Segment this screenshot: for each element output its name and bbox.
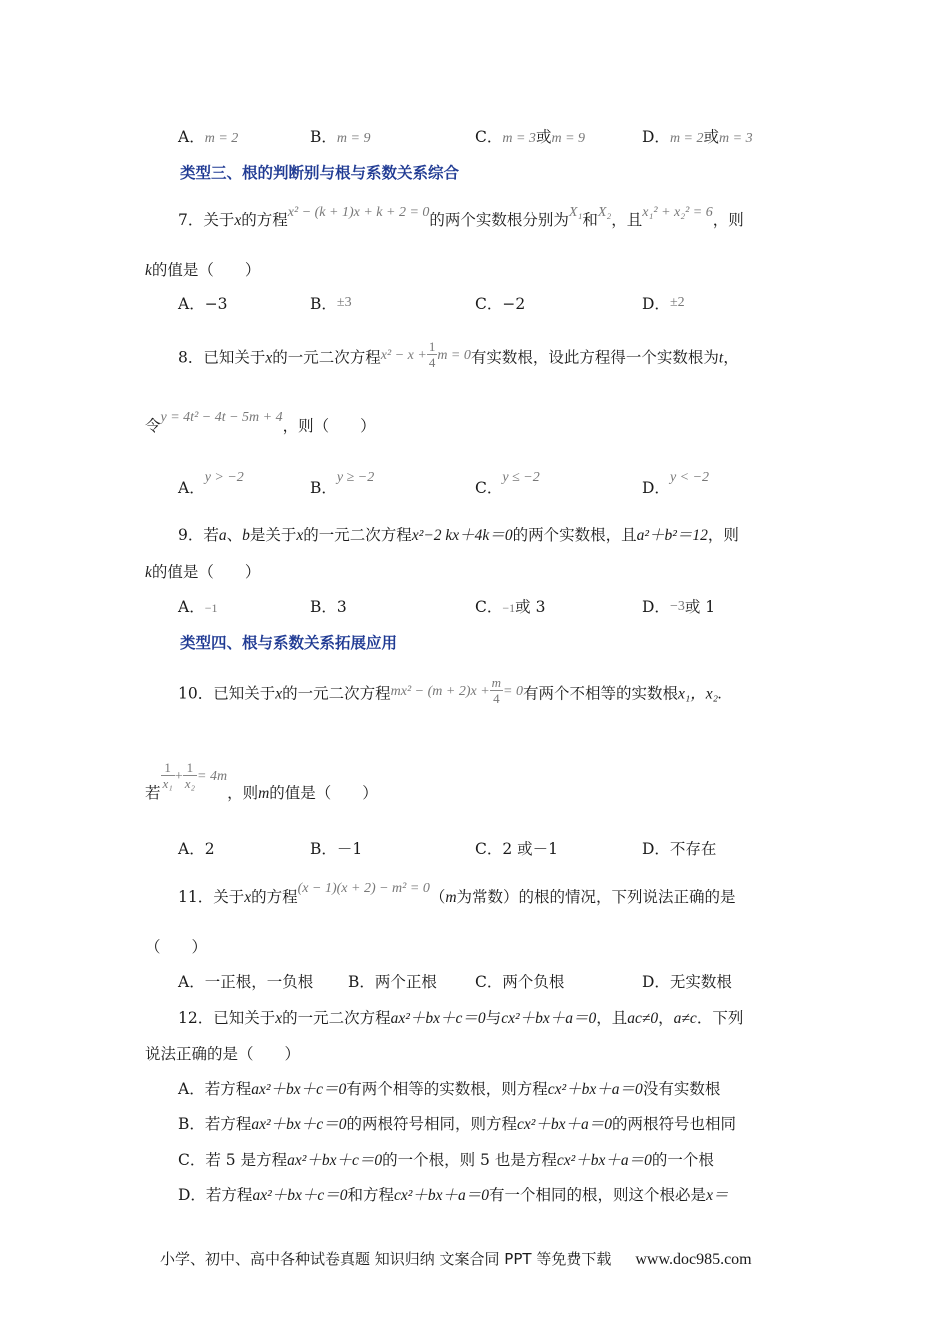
q12-option-a: A．若方程ax²＋bx＋c＝0有两个相等的实数根，则方程cx²＋bx＋a＝0没有实数根 [178,1080,721,1098]
q10-fraction-2: $\frac{1}{\text{x₂}}$ [184,760,196,791]
q11-equation: (x − 1)(x + 2) − m² = 0 [297,881,430,896]
q12-option-c: C．若 5 是方程ax²＋bx＋c＝0的一个根，则 5 也是方程cx²＋bx＋a＝0的一个根 [178,1151,714,1169]
q8-stem-line2: 令y = 4t² − 4t − 5m + 4，则（ ） [145,410,376,435]
q10-option-d: D．不存在 [642,840,717,858]
q8-fraction: $\frac{1}{4}$ [428,339,436,370]
q7-option-d: D．±2 [642,295,685,313]
section-heading-type4: 类型四、根与系数关系拓展应用 [180,634,398,652]
q7-option-c: C．−2 [475,295,526,313]
q10-fraction: $\frac{m}{4}$ [491,675,502,706]
q8-option-d: D．y < −2 [642,470,710,497]
footer-text: 小学、初中、高中各种试卷真题 知识归纳 文案合同 PPT 等免费下载 [160,1250,612,1268]
q8-equation-y: y = 4t² − 4t − 5m + 4 [160,410,283,425]
q7-stem-line1: 7．关于x的方程x² − (k + 1)x + k + 2 = 0的两个实数根分别为X₁和X₂，且x₁² + x₂² = 6，则 [178,205,744,229]
q11-option-b: B．两个正根 [348,973,437,991]
q8-option-a: A．y > −2 [178,470,244,497]
q7-option-b: B．±3 [310,295,352,313]
q10-option-b: B．－1 [310,840,363,858]
q10-option-a: A．2 [178,840,215,858]
q11-stem-line1: 11．关于x的方程(x − 1)(x + 2) − m² = 0（m为常数）的根的情况，下列说法正确的是 [178,881,736,906]
q9-condition: a²＋b²＝12 [636,527,708,544]
q9-option-b: B．3 [310,598,347,616]
q9-stem-line2: k的值是（ ） [145,563,261,581]
q9-stem-line1: 9．若a、b是关于x的一元二次方程x²−2 kx＋4k＝0的两个实数根，且a²＋b²＝12，则 [178,526,739,544]
q7-option-a: A．−3 [178,295,228,313]
q7-condition: x₁² + x₂² = 6 [642,205,713,220]
section-heading-type3: 类型三、根的判断别与根与系数关系综合 [180,164,460,182]
q7-stem-line2: k的值是（ ） [145,261,261,279]
q10-fraction-1: $\frac{1}{\text{x₁}}$ [162,760,173,791]
q9-option-a: A．−1 [178,598,218,616]
q9-equation: x²−2 kx＋4k＝0 [411,527,513,544]
q12-stem-line1: 12．已知关于x的一元二次方程ax²＋bx＋c＝0与cx²＋bx＋a＝0，且ac≠0，a≠c．下列 [178,1009,744,1027]
q11-stem-line2: （ ） [145,938,208,956]
q11-option-a: A．一正根，一负根 [178,973,314,991]
q12-equation-2: cx²＋bx＋a＝0 [501,1010,597,1027]
q6-option-b: B．m = 9 [310,128,371,146]
q11-option-d: D．无实数根 [642,973,732,991]
q12-option-d: D．若方程ax²＋bx＋c＝0和方程cx²＋bx＋a＝0有一个相同的根，则这个根必是x＝ [178,1186,729,1204]
q8-option-b: B．y ≥ −2 [310,470,375,497]
q10-stem-line1: 10．已知关于x的一元二次方程mx² − (m + 2)x + $\frac{m}{4}$ = 0有两个不相等的实数根x₁，x₂. [178,675,722,706]
footer-url[interactable]: www.doc985.com [635,1251,752,1268]
q12-option-b: B．若方程ax²＋bx＋c＝0的两根符号相同，则方程cx²＋bx＋a＝0的两根符号也相同 [178,1115,737,1133]
q7-equation: x² − (k + 1)x + k + 2 = 0 [287,205,430,220]
q10-option-c: C．2 或－1 [475,840,559,858]
q9-option-d: D．−3或 1 [642,598,716,616]
page-footer [160,1248,752,1269]
q12-stem-line2: 说法正确的是（ ） [145,1045,301,1063]
q12-equation-1: ax²＋bx＋c＝0 [390,1010,486,1027]
q10-stem-line2: 若 $\frac{1}{\text{x₁}}$ + $\frac{1}{\text{x₂}}$ = 4m，则m的值是（ ） [145,760,378,802]
q6-option-d: D．m = 2或m = 3 [642,128,753,146]
q8-option-c: C．y ≤ −2 [475,470,540,497]
q9-option-c: C．−1或 3 [475,598,546,616]
q8-stem-line1: 8．已知关于x的一元二次方程x² − x + $\frac{1}{4}$ m = 0有实数根，设此方程得一个实数根为t， [178,339,739,370]
q11-option-c: C．两个负根 [475,973,565,991]
q6-option-c: C．m = 3或m = 9 [475,128,586,146]
q6-option-a: A．m = 2 [178,128,239,146]
